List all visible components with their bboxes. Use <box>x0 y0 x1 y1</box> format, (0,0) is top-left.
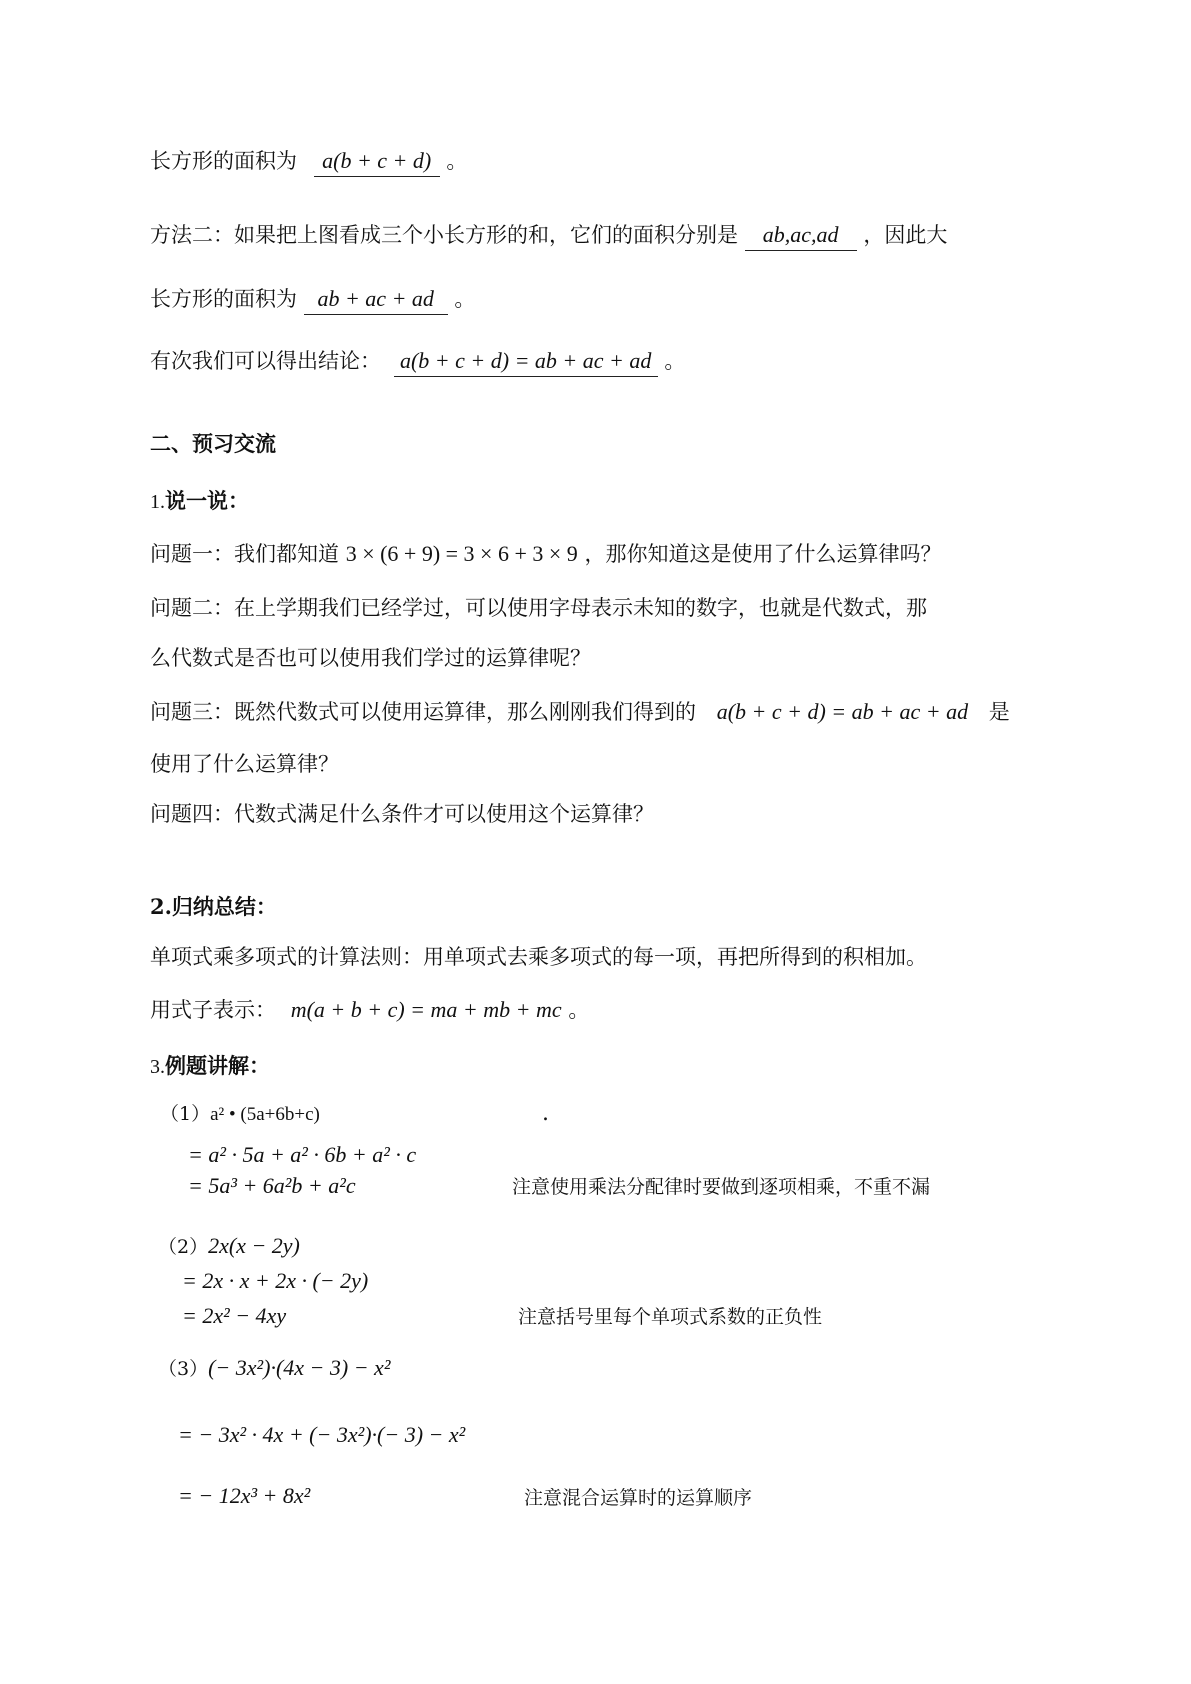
example-label: （1） <box>160 1103 211 1125</box>
sub1-num: 1. <box>150 491 165 513</box>
example-problem: (− 3x²)·(4x − 3) − x² <box>208 1355 391 1380</box>
example-3-step-1: = − 3x² · 4x + (− 3x²)·(− 3) − x² <box>178 1422 466 1447</box>
question-1 <box>150 539 941 569</box>
example-problem: a² • (5a+6b+c) <box>210 1104 320 1125</box>
sub2-heading: 2.归纳总结： <box>150 894 277 919</box>
big-rect-label: 长方形的面积为 <box>150 287 297 311</box>
method2-prefix: 方法二：如果把上图看成三个小长方形的和，它们的面积分别是 <box>150 223 738 247</box>
example-1-step-2: = 5a³ + 6a²b + a²c <box>188 1173 356 1198</box>
rect-area-line <box>150 146 467 177</box>
example-2-step-2: = 2x² − 4xy <box>182 1303 287 1328</box>
example-1-note: 注意使用乘法分配律时要做到逐项相乘，不重不漏 <box>512 1176 931 1198</box>
big-rect-line <box>150 284 475 315</box>
sub1-heading <box>150 486 249 517</box>
formula-math: m(a + b + c) = ma + mb + mc <box>290 997 562 1022</box>
question-3-line2: 使用了什么运算律？ <box>150 752 339 776</box>
conclusion-answer: a(b + c + d) = ab + ac + ad <box>394 346 658 377</box>
example-2-note: 注意括号里每个单项式系数的正负性 <box>518 1306 823 1328</box>
example-3-problem <box>158 1353 390 1385</box>
question-4: 问题四：代数式满足什么条件才可以使用这个运算律？ <box>150 802 654 826</box>
period: 。 <box>446 149 468 173</box>
conclusion-line <box>150 346 685 377</box>
example-1-step-1: = a² · 5a + a² · 6b + a² · c <box>188 1142 417 1167</box>
stray-dot: . <box>542 1101 549 1126</box>
rect-area-answer: a(b + c + d) <box>314 146 440 177</box>
q3-math: a(b + c + d) = ab + ac + ad <box>716 699 969 724</box>
example-1-problem <box>160 1099 320 1130</box>
section-heading: 二、预习交流 <box>150 431 276 456</box>
rule-text: 单项式乘多项式的计算法则：用单项式去乘多项式的每一项，再把所得到的积相加。 <box>150 945 927 969</box>
period: 。 <box>664 349 686 373</box>
q3-suffix: 是 <box>988 700 1010 724</box>
example-3-note: 注意混合运算时的运算顺序 <box>524 1487 753 1509</box>
method2-suffix: ，因此大 <box>863 223 948 247</box>
conclusion-label: 有次我们可以得出结论： <box>150 349 381 373</box>
method2-answer: ab,ac,ad <box>745 220 857 251</box>
rect-area-label: 长方形的面积为 <box>150 149 297 173</box>
q1-prefix: 问题一：我们都知道 <box>150 542 339 566</box>
example-problem: 2x(x − 2y) <box>208 1233 300 1258</box>
sub3-num: 3. <box>150 1056 165 1078</box>
example-2-step-1: = 2x · x + 2x · (− 2y) <box>182 1268 369 1293</box>
example-2-problem <box>158 1231 300 1263</box>
example-label: （3） <box>158 1358 209 1380</box>
formula-label: 用式子表示： <box>150 998 276 1022</box>
q1-suffix: ，那你知道这是使用了什么运算律吗？ <box>584 542 942 566</box>
q3-prefix: 问题三：既然代数式可以使用运算律，那么刚刚我们得到的 <box>150 700 696 724</box>
sub1-title: 说一说： <box>165 488 249 513</box>
method2-line <box>150 220 947 251</box>
sub3-title: 例题讲解： <box>165 1053 270 1078</box>
big-rect-answer: ab + ac + ad <box>304 284 448 315</box>
period: 。 <box>454 287 476 311</box>
formula-line <box>150 995 589 1025</box>
example-label: （2） <box>158 1236 209 1258</box>
question-3 <box>150 697 1010 727</box>
example-3-step-2: = − 12x³ + 8x² <box>178 1483 311 1508</box>
formula-end: 。 <box>568 998 590 1022</box>
sub3-heading <box>150 1051 270 1082</box>
question-2-line1: 问题二：在上学期我们已经学过，可以使用字母表示未知的数字，也就是代数式，那 <box>150 596 927 620</box>
q1-math: 3 × (6 + 9) = 3 × 6 + 3 × 9 <box>345 541 578 566</box>
question-2-line2: 么代数式是否也可以使用我们学过的运算律呢？ <box>150 646 591 670</box>
